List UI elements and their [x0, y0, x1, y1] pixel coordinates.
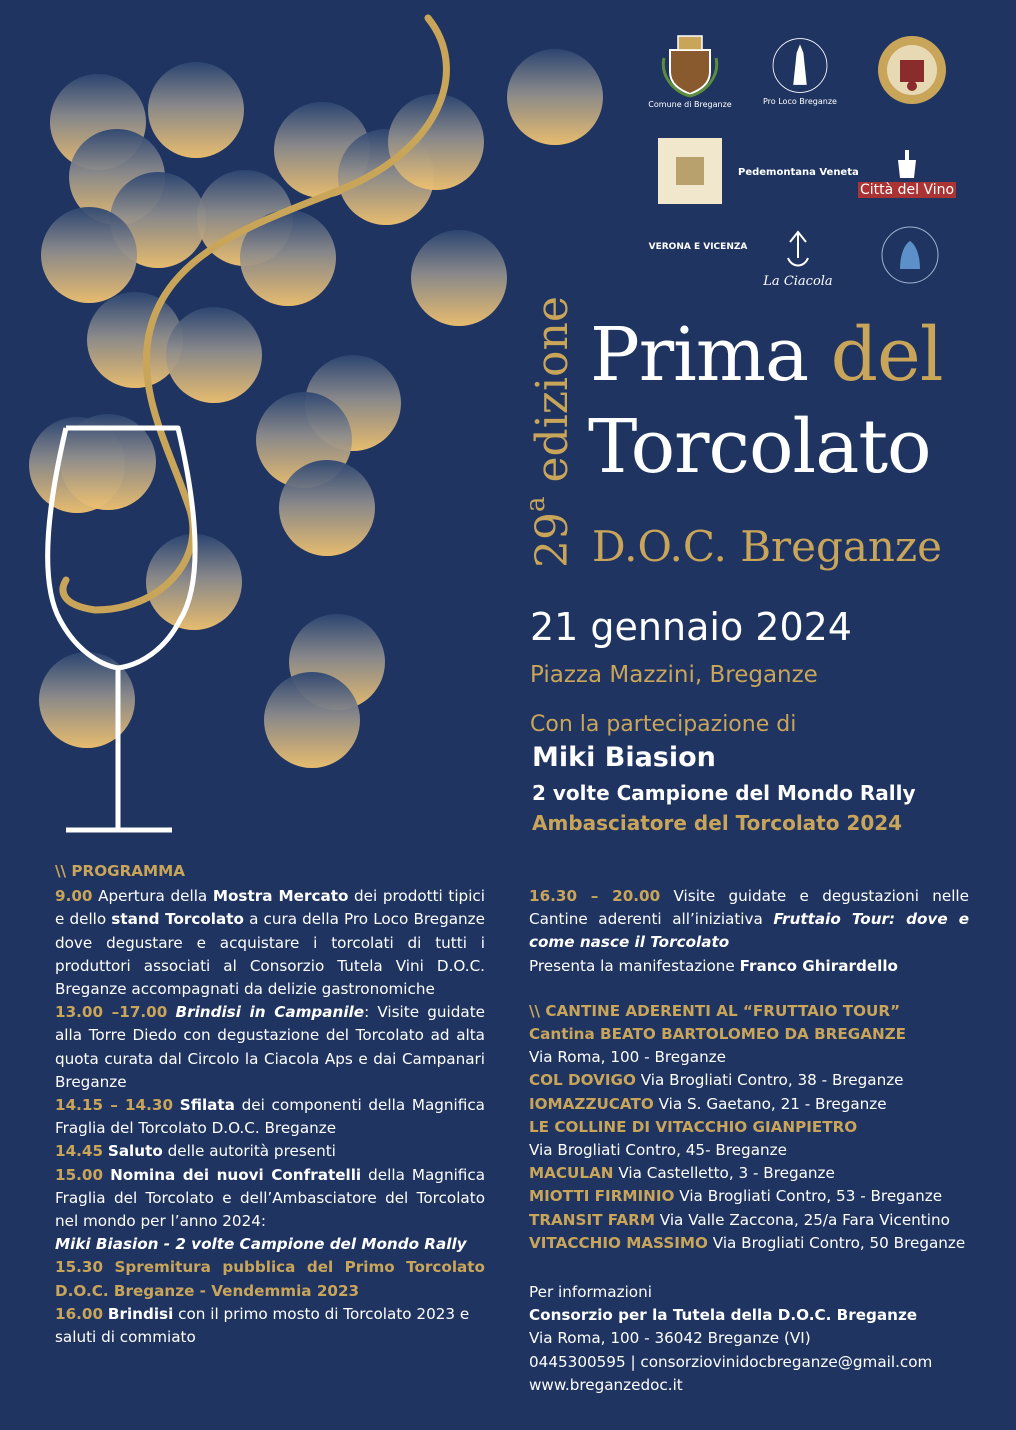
torcolato-press-icon — [670, 151, 710, 191]
ciacola-emblem-icon — [778, 228, 818, 272]
grape — [166, 307, 262, 403]
programma-item: 9.00 Apertura della Mostra Mercato dei prodotti tipici e dello stand Torcolato a cura della Pro Loco Breganze dove degustare e acquistare i torcolati di tutti i produttori associati al Consorzio Tutela Vini D.O.C. Breganze accompagnati da delizie gastronomiche — [55, 887, 486, 999]
info-address: Via Roma, 100 - 36042 Breganze (VI) — [529, 1329, 811, 1348]
cantina-item: MACULAN Via Castelletto, 3 - Breganze — [529, 1164, 835, 1183]
bell-tower-icon — [880, 225, 940, 285]
cantina-item: Cantina BEATO BARTOLOMEO DA BREGANZE — [529, 1025, 907, 1044]
title-line-3: D.O.C. Breganze — [592, 522, 942, 571]
event-date: 21 gennaio 2024 — [530, 605, 852, 649]
guest-role: Ambasciatore del Torcolato 2024 — [532, 811, 903, 835]
cantina-item: MIOTTI FIRMINIO Via Brogliati Contro, 53 - Breganze — [529, 1187, 943, 1206]
title-line-2: Torcolato — [588, 404, 931, 490]
title-line-1: Prima del — [590, 312, 943, 398]
grape — [41, 207, 137, 303]
programma-guest-note: Miki Biasion - 2 volte Campione del Mondo Rally — [55, 1235, 467, 1254]
info-label: Per informazioni — [529, 1283, 652, 1302]
info-contact: 0445300595 | consorziovinidocbreganze@gmail.com — [529, 1352, 933, 1371]
wine-press-icon — [892, 148, 922, 180]
laciacola-logo — [758, 218, 838, 298]
cantina-item: VITACCHIO MASSIMO Via Brogliati Contro, 50 Breganze — [529, 1233, 966, 1252]
programma-item: 16.00 Brindisi con il primo mosto di Torcolato 2023 e saluti di commiato — [55, 1304, 470, 1347]
logo-label: Città del Vino — [859, 182, 955, 198]
grape — [279, 460, 375, 556]
cantina-item: TRANSIT FARM Via Valle Zaccona, 25/a Fara Vicentino — [529, 1210, 950, 1229]
logo-label: VERONA E VICENZA — [648, 242, 748, 252]
cantina-item: IOMAZZUCATO Via S. Gaetano, 21 - Breganze — [529, 1094, 887, 1113]
cantina-item: LE COLLINE DI VITACCHIO GIANPIETRO — [529, 1117, 858, 1136]
logo-label: Comune di Breganze — [648, 100, 732, 109]
grape — [264, 672, 360, 768]
comune-logo — [650, 28, 730, 109]
cantina-item: COL DOVIGO Via Brogliati Contro, 38 - Breganze — [529, 1071, 904, 1090]
sponsor-logos — [640, 18, 970, 298]
consorzio-logo — [872, 30, 952, 110]
participation-label: Con la partecipazione di — [530, 712, 797, 737]
programma-item: 16.30 – 20.00 Visite guidate e degustazioni nelle Cantine aderenti all’iniziativa Fruttaio Tour: dove e come nasce il Torcolato — [529, 887, 969, 952]
cantine-heading: \\ CANTINE ADERENTI AL “FRUTTAIO TOUR” — [529, 1001, 901, 1020]
guest-name: Miki Biasion — [532, 742, 716, 773]
programma-item: 15.30 Spremitura pubblica del Primo Torcolato D.O.C. Breganze - Vendemmia 2023 — [55, 1258, 485, 1300]
grape — [411, 230, 507, 326]
programma-item: 14.45 Saluto delle autorità presenti — [55, 1142, 336, 1161]
logo-label: Pedemontana Veneta — [738, 166, 859, 178]
coat-of-arms-icon — [660, 28, 720, 98]
cantina-address: Via Brogliati Contro, 45- Breganze — [529, 1141, 787, 1160]
cantina-address: Via Roma, 100 - Breganze — [529, 1048, 727, 1067]
campanari-logo — [878, 223, 942, 287]
programma-item: 14.15 – 14.30 Sfilata dei componenti della Magnifica Fraglia del Torcolato D.O.C. Breganze — [55, 1096, 485, 1138]
right-column — [529, 885, 969, 1397]
programma-heading: \\ PROGRAMMA — [55, 862, 186, 880]
cittadelvino-logo — [859, 143, 955, 203]
guest-title: 2 volte Campione del Mondo Rally — [532, 781, 916, 805]
logo-label: La Ciacola — [763, 273, 833, 289]
proloco-emblem-icon — [760, 36, 840, 95]
proloco-logo — [755, 36, 845, 106]
fraglia-logo — [658, 138, 722, 204]
grape-cluster — [29, 49, 603, 768]
programma-item: 13.00 –17.00 Brindisi in Campanile: Visite guidate alla Torre Diedo con degustazione del Torcolato ad alta quota curata dal Circolo la Ciacola Aps e dai Campanari Breganze — [55, 1003, 485, 1091]
event-place: Piazza Mazzini, Breganze — [530, 662, 818, 688]
programma-section — [55, 860, 485, 1349]
pedemontana-logo — [738, 148, 859, 194]
grape — [507, 49, 603, 145]
programma-item: 15.00 Nomina dei nuovi Confratelli della Magnifica Fraglia del Torcolato e dell’Ambasciatore del Torcolato nel mondo per l’anno 2024: — [55, 1165, 486, 1231]
edition-label: 29$^a$ edizione — [521, 296, 578, 568]
verona-vicenza-logo — [648, 236, 748, 256]
logo-label: Pro Loco Breganze — [763, 97, 837, 106]
presenter-line: Presenta la manifestazione Franco Ghirardello — [529, 956, 898, 975]
consorzio-seal-icon — [876, 34, 948, 106]
grape — [148, 62, 244, 158]
info-website: www.breganzedoc.it — [529, 1375, 683, 1394]
info-org: Consorzio per la Tutela della D.O.C. Breganze — [529, 1306, 918, 1325]
